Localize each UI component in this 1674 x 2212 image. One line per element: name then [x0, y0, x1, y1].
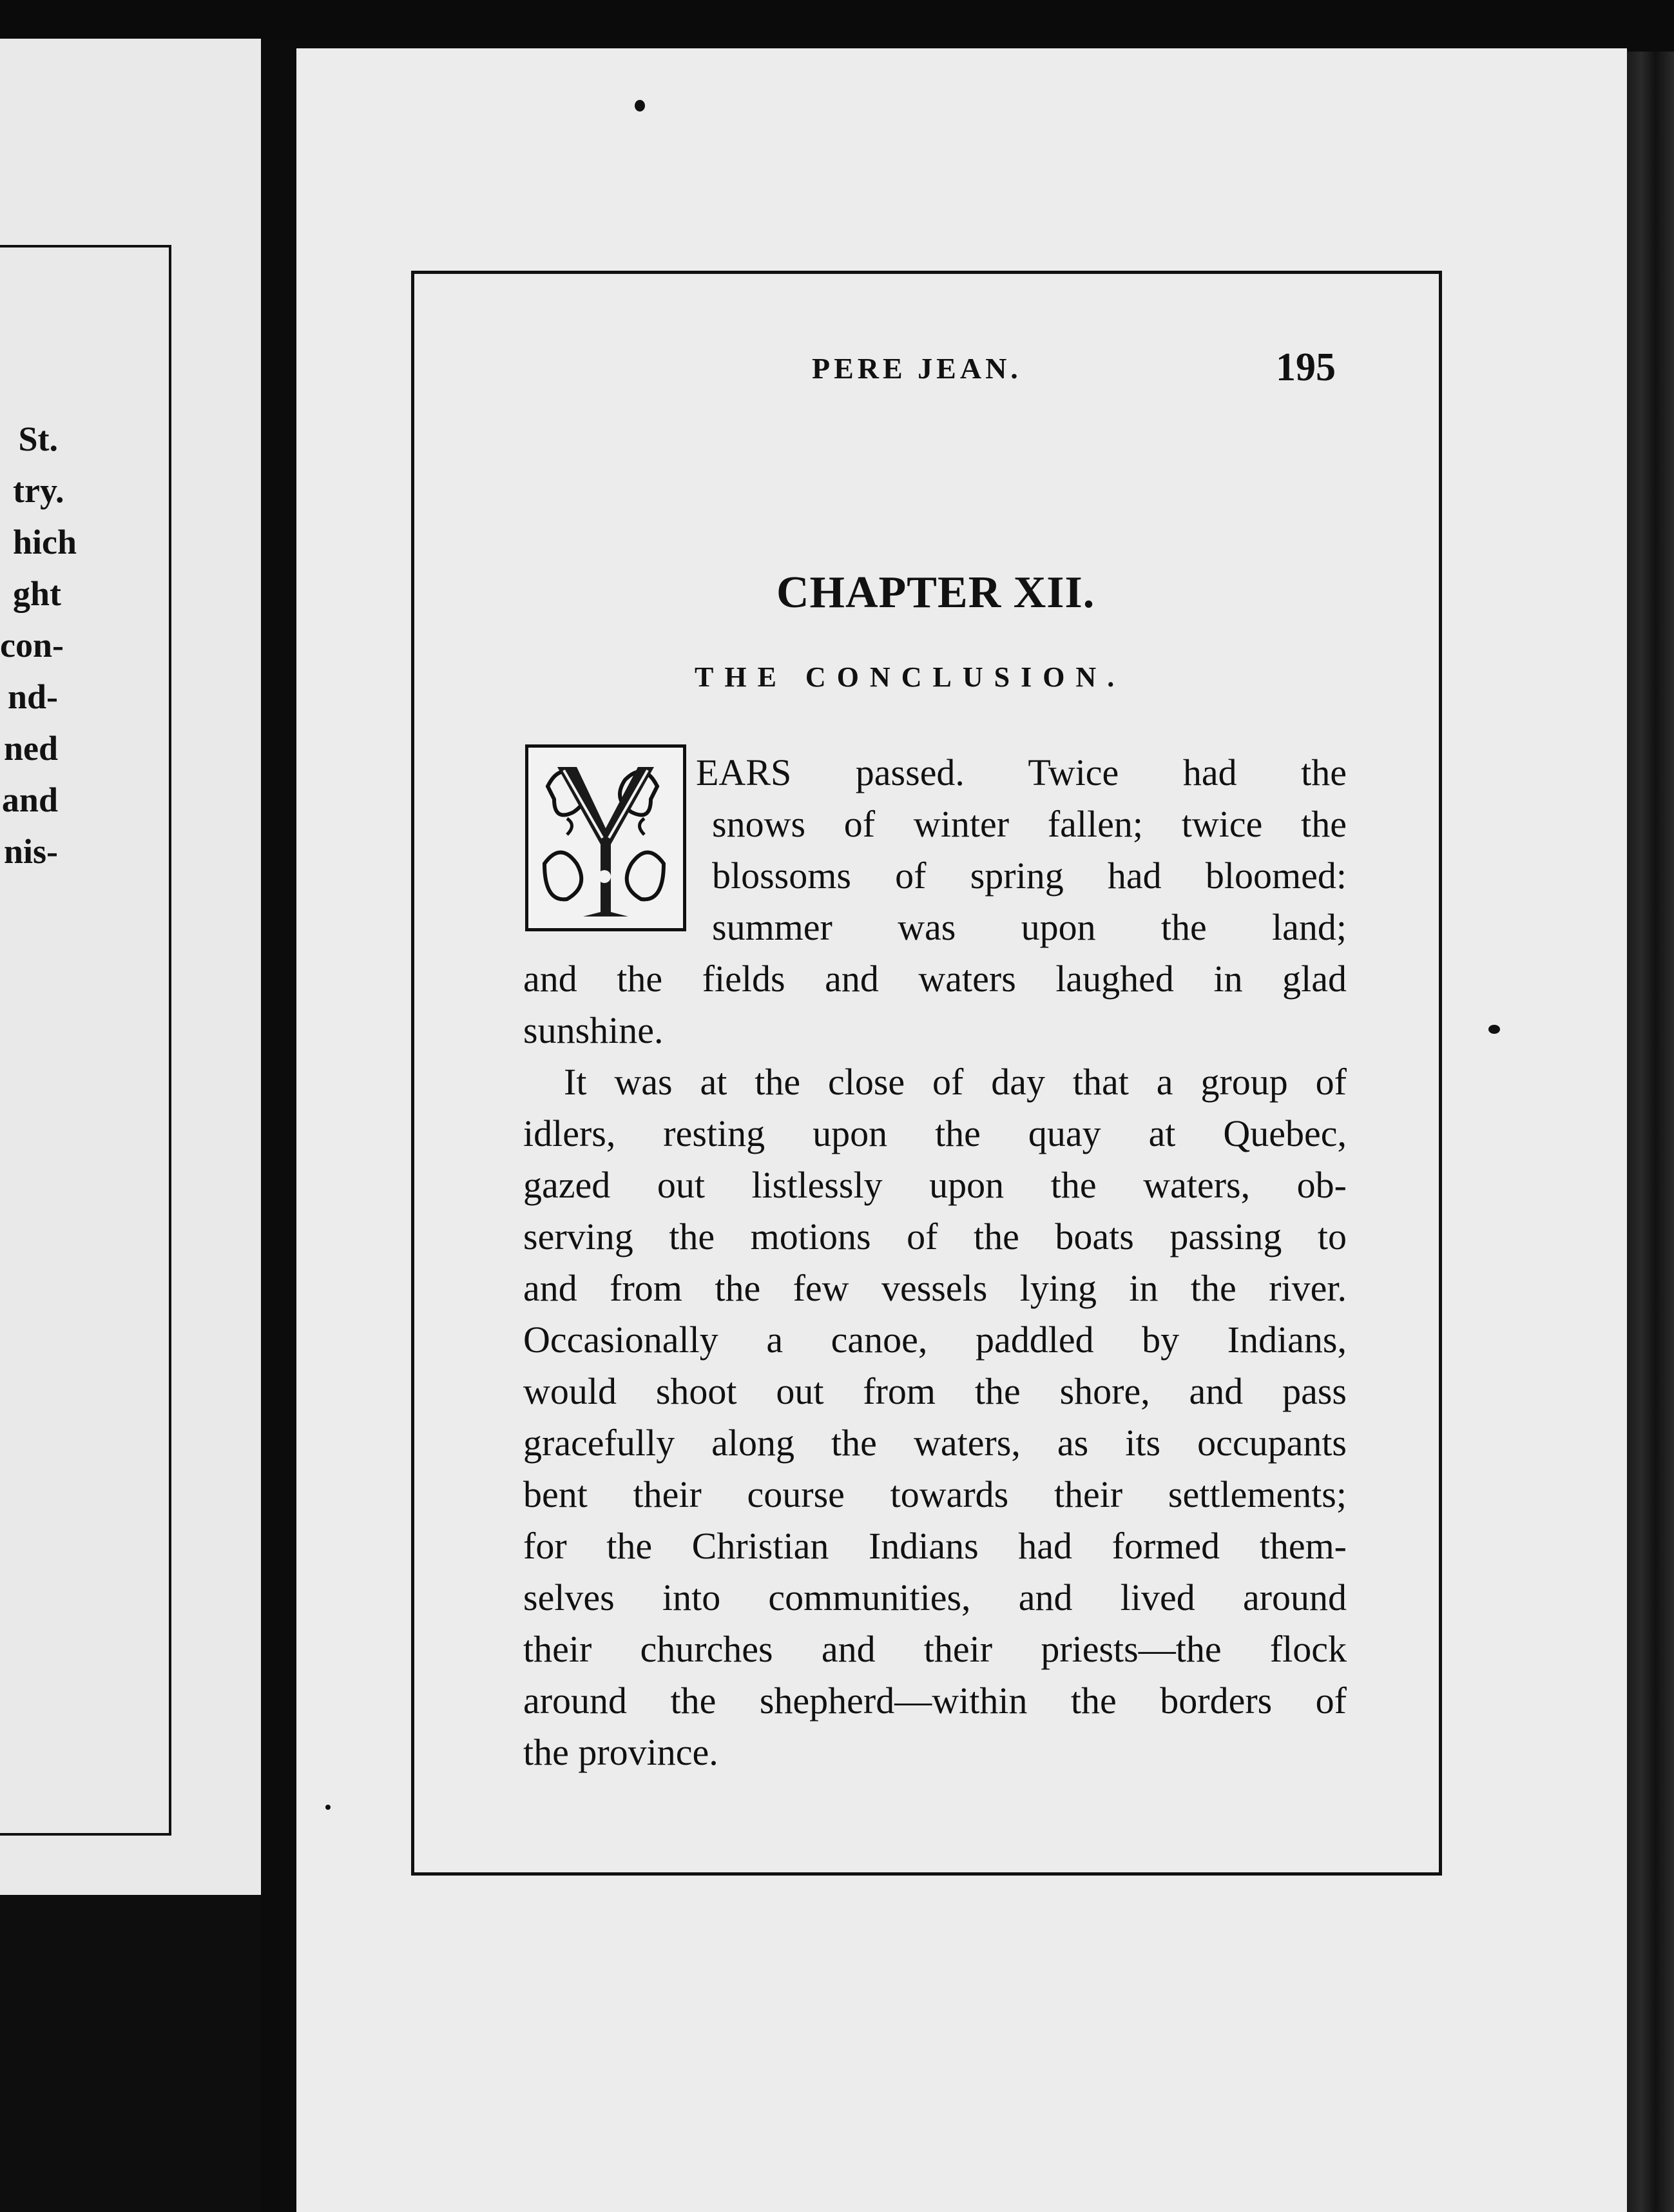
text-line: the province. — [523, 1731, 718, 1773]
text-line: idlers, resting upon the quay at Quebec, — [523, 1112, 1347, 1154]
book-edge — [1627, 52, 1674, 2212]
text-line: selves into communities, and lived around — [523, 1577, 1347, 1618]
scan-speck — [635, 100, 645, 112]
text-line: gracefully along the waters, as its occupants — [523, 1422, 1347, 1464]
text-line: and from the few vessels lying in the river. — [523, 1267, 1347, 1309]
page-number: 195 — [1276, 345, 1336, 389]
text-line: serving the motions of the boats passing to — [523, 1216, 1347, 1257]
running-head: PERE JEAN. — [812, 352, 1022, 385]
text-line: It was at the close of day that a group of — [564, 1061, 1347, 1103]
left-word-5: con- — [0, 626, 64, 665]
left-word-6: nd- — [7, 677, 58, 716]
left-word-2: try. — [13, 471, 64, 510]
text-line: would shoot out from the shore, and pass — [523, 1370, 1347, 1412]
scan-speck — [1488, 1025, 1500, 1034]
text-line: bent their course towards their settlements; — [523, 1473, 1347, 1515]
text-line: their churches and their priests—the flock — [523, 1628, 1347, 1670]
left-word-3: hich — [13, 523, 77, 561]
scan-speck — [325, 1805, 331, 1810]
text-line: snows of winter fallen; twice the — [712, 803, 1347, 845]
text-line: gazed out listlessly upon the waters, ob- — [523, 1164, 1347, 1206]
text-line: and the fields and waters laughed in glad — [523, 958, 1347, 1000]
text-line: Occasionally a canoe, paddled by Indians, — [523, 1319, 1347, 1361]
chapter-heading: CHAPTER XII. — [776, 568, 1095, 617]
left-word-1: St. — [18, 420, 58, 458]
text-line: for the Christian Indians had formed them- — [523, 1525, 1347, 1567]
left-word-7: ned — [3, 729, 58, 768]
text-line: summer was upon the land; — [712, 906, 1347, 948]
text-line: around the shepherd—within the borders of — [523, 1680, 1347, 1722]
text-line: sunshine. — [523, 1009, 664, 1051]
text-line: blossoms of spring had bloomed: — [712, 855, 1347, 897]
left-word-4: ght — [13, 574, 62, 613]
chapter-subtitle: THE CONCLUSION. — [695, 661, 1126, 693]
left-word-9: nis- — [3, 832, 58, 871]
book-gutter — [261, 39, 296, 2212]
decorative-initial-y-icon — [525, 744, 686, 931]
left-word-8: and — [1, 781, 58, 819]
text-line: EARS passed. Twice had the — [696, 752, 1347, 793]
